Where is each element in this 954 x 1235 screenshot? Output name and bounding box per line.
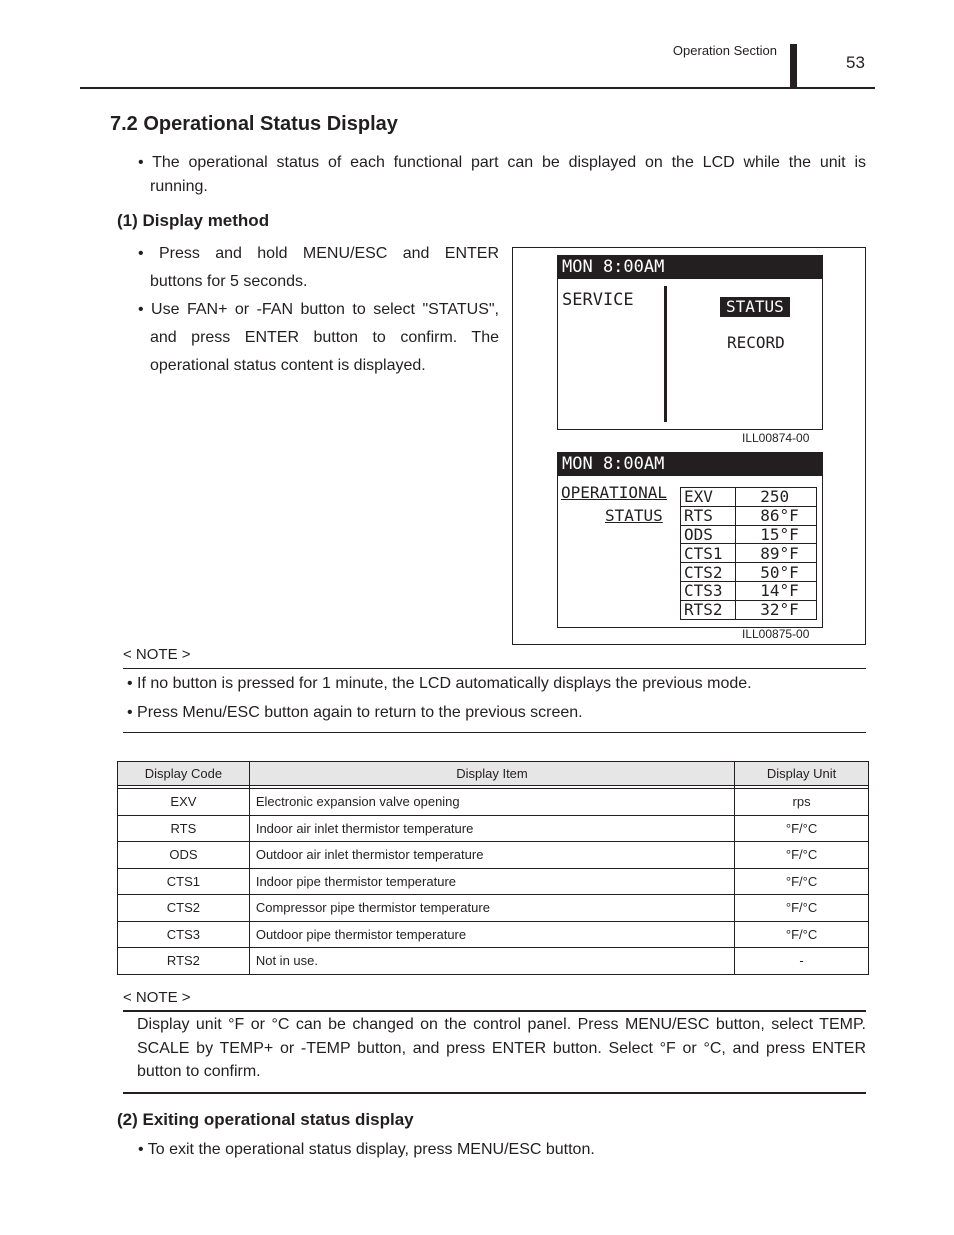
lcd-code: CTS3 [681, 581, 736, 600]
lcd-value: 86°F [736, 506, 817, 525]
cell-item: Indoor pipe thermistor temperature [249, 868, 734, 895]
cell-item: Not in use. [249, 948, 734, 975]
note-rule-bottom [123, 732, 866, 733]
note-rule-top [123, 1010, 866, 1012]
lcd-code: EXV [681, 488, 736, 507]
method-line: and press ENTER button to confirm. The [150, 329, 499, 346]
lcd-code: ODS [681, 525, 736, 544]
column-header: Display Code [118, 762, 250, 786]
cell-code: ODS [118, 842, 250, 869]
note-line: Display unit °F or °C can be changed on the control panel. Press MENU/ESC button, select TEMP. [137, 1016, 866, 1033]
table-row [118, 868, 869, 895]
cell-code: RTS [118, 815, 250, 842]
running-header: Operation Section [672, 43, 777, 58]
lcd-row [681, 544, 817, 563]
note-item: • If no button is pressed for 1 minute, the LCD automatically displays the previous mode. [127, 675, 752, 692]
lcd-status-table [680, 487, 817, 620]
note-paragraph [137, 1013, 866, 1084]
lcd-row [681, 563, 817, 582]
method-text [138, 240, 499, 380]
figure-caption: ILL00874-00 [742, 431, 810, 445]
note-label: < NOTE > [123, 646, 191, 663]
cell-item: Outdoor air inlet thermistor temperature [249, 842, 734, 869]
cell-unit: rps [735, 789, 869, 816]
lcd-operational-status-screen [557, 452, 823, 628]
cell-item: Electronic expansion valve opening [249, 789, 734, 816]
section-title: 7.2 Operational Status Display [110, 113, 398, 135]
lcd-record-option: RECORD [727, 333, 785, 352]
subheading-display-method: (1) Display method [117, 211, 270, 230]
table-row [118, 815, 869, 842]
cell-unit: °F/°C [735, 815, 869, 842]
lcd-row [681, 488, 817, 507]
lcd-row [681, 506, 817, 525]
header-bar [790, 44, 797, 88]
cell-code: RTS2 [118, 948, 250, 975]
header-rule [80, 87, 875, 89]
table-row [118, 842, 869, 869]
method-line: buttons for 5 seconds. [150, 273, 308, 290]
lcd-operational-label: OPERATIONAL [561, 483, 667, 502]
cell-unit: °F/°C [735, 921, 869, 948]
lcd-value: 14°F [736, 581, 817, 600]
lcd-status-option-selected: STATUS [720, 297, 790, 317]
note-item: • Press Menu/ESC button again to return to the previous screen. [127, 704, 583, 721]
lcd-time-bar: MON 8:00AM [558, 256, 822, 279]
exit-text: • To exit the operational status display, press MENU/ESC button. [138, 1141, 595, 1158]
lcd-row [681, 600, 817, 619]
note-label: < NOTE > [123, 989, 191, 1006]
cell-code: EXV [118, 789, 250, 816]
cell-item: Outdoor pipe thermistor temperature [249, 921, 734, 948]
note-rule-top [123, 668, 866, 669]
lcd-code: RTS [681, 506, 736, 525]
page-number: 53 [846, 53, 865, 72]
lcd-time-bar: MON 8:00AM [558, 453, 822, 476]
cell-item: Indoor air inlet thermistor temperature [249, 815, 734, 842]
column-header: Display Item [249, 762, 734, 786]
lcd-divider [664, 286, 667, 422]
cell-unit: - [735, 948, 869, 975]
note-line: SCALE by TEMP+ or -TEMP button, and press ENTER button. Select °F or °C, and press ENTER [137, 1039, 866, 1057]
lcd-code: CTS2 [681, 563, 736, 582]
method-line: • Use FAN+ or -FAN button to select "STATUS", [138, 301, 499, 318]
lcd-figure [512, 247, 866, 645]
cell-code: CTS3 [118, 921, 250, 948]
lcd-row [681, 525, 817, 544]
lcd-value: 32°F [736, 600, 817, 619]
table-row [118, 895, 869, 922]
cell-item: Compressor pipe thermistor temperature [249, 895, 734, 922]
note-line: button to confirm. [137, 1063, 261, 1080]
table-row [118, 948, 869, 975]
table-row [118, 921, 869, 948]
figure-caption: ILL00875-00 [742, 627, 810, 641]
cell-unit: °F/°C [735, 868, 869, 895]
cell-unit: °F/°C [735, 895, 869, 922]
method-line: operational status content is displayed. [150, 357, 426, 374]
intro-line: • The operational status of each functional part can be displayed on the LCD while the unit is [138, 154, 866, 171]
lcd-value: 50°F [736, 563, 817, 582]
lcd-status-label: STATUS [605, 506, 663, 525]
cell-unit: °F/°C [735, 842, 869, 869]
lcd-row [681, 581, 817, 600]
method-line: • Press and hold MENU/ESC and ENTER [138, 245, 499, 262]
table-row [118, 789, 869, 816]
lcd-code: CTS1 [681, 544, 736, 563]
note-rule-bottom [123, 1092, 866, 1094]
subheading-exiting: (2) Exiting operational status display [117, 1110, 414, 1129]
lcd-service-label: SERVICE [562, 290, 634, 310]
lcd-code: RTS2 [681, 600, 736, 619]
lcd-value: 250 [736, 488, 817, 507]
lcd-value: 89°F [736, 544, 817, 563]
display-code-table [117, 761, 869, 975]
cell-code: CTS2 [118, 895, 250, 922]
lcd-value: 15°F [736, 525, 817, 544]
cell-code: CTS1 [118, 868, 250, 895]
intro-line: running. [150, 178, 208, 195]
lcd-service-screen [557, 255, 823, 430]
column-header: Display Unit [735, 762, 869, 786]
intro-paragraph [138, 151, 866, 199]
table-header-row [118, 762, 869, 786]
